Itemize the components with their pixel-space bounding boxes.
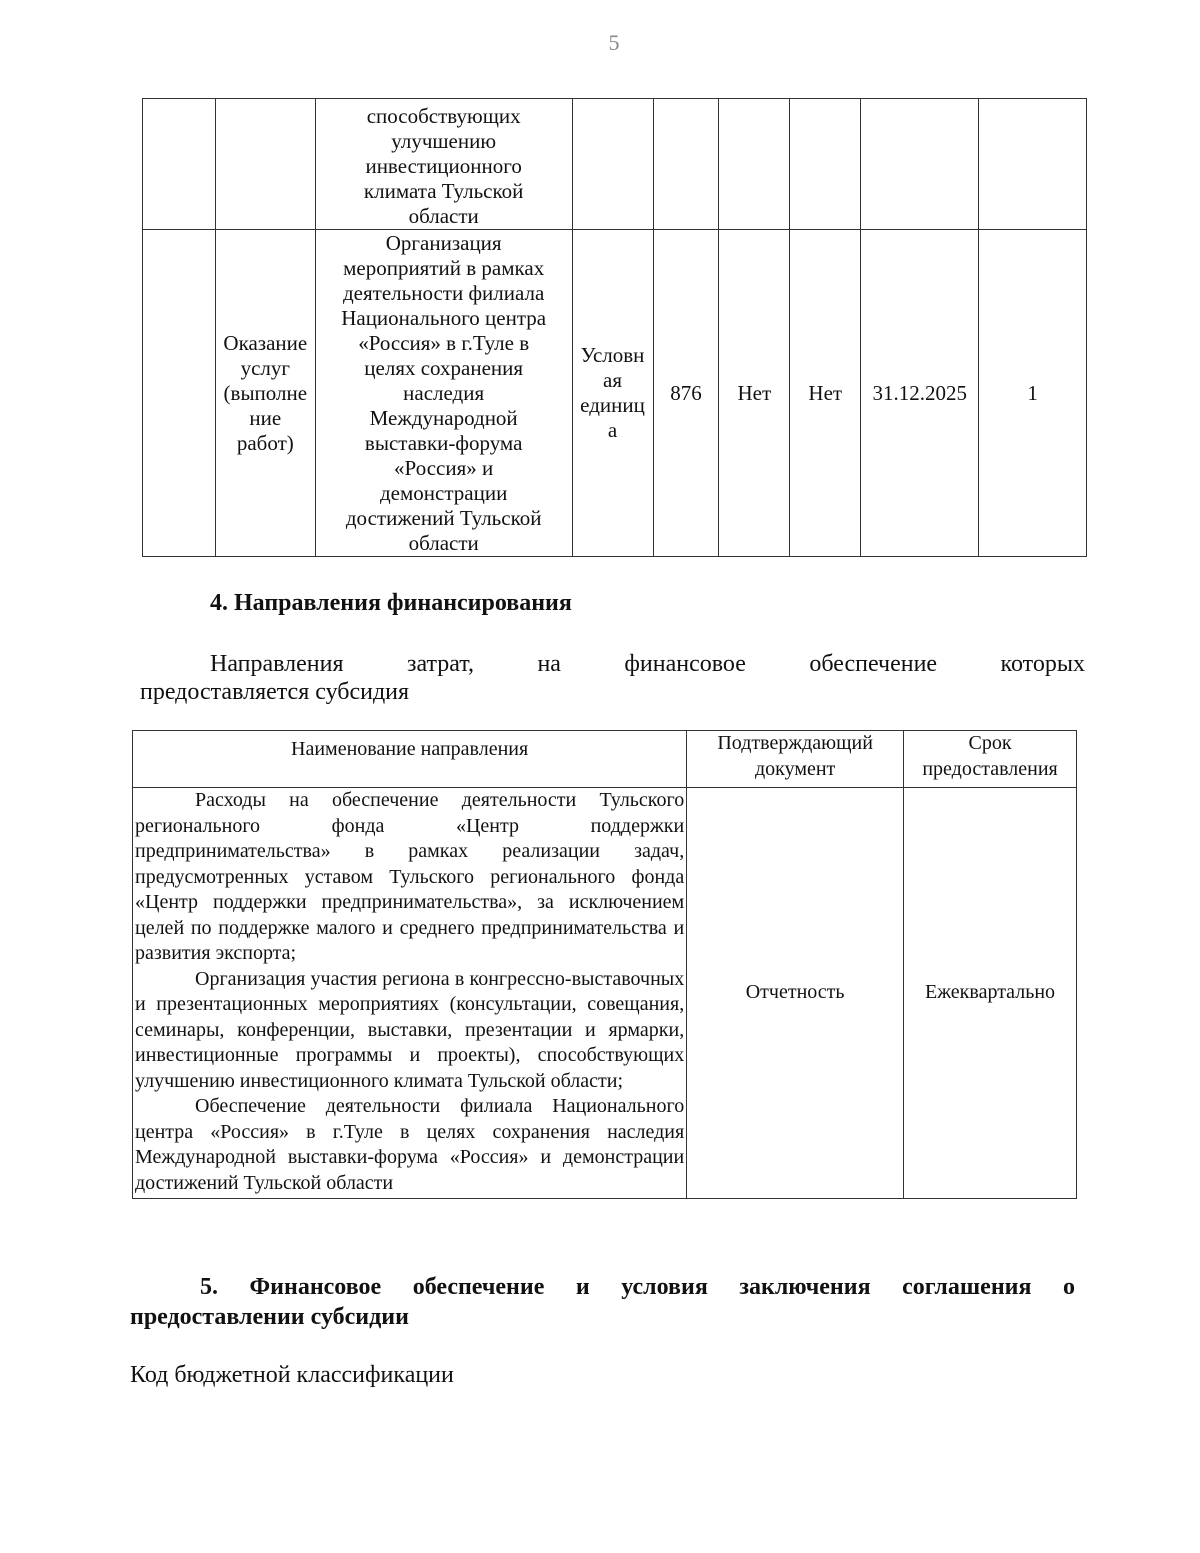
table-row [143,230,1087,557]
table-cell [215,99,315,230]
table-row [133,788,1077,1199]
header-cell: Подтверждающий документ [687,731,904,788]
table-cell [790,99,861,230]
top-table [142,98,1087,557]
code-cell: 876 [653,230,719,557]
period-cell: Ежеквартально [904,788,1077,1199]
direction-description-cell: Расходы на обеспечение деятельности Тульского регионального фонда «Центр поддержки предпринимательства» в рамках реализации задач, предусмотренных уставом Тульского регионального фонда «Центр поддержки предпринимательства», за исключением целей по поддержке малого и среднего предпринимательства и развития экспорта; Организация участия региона в конгрессно-выставочных и презентационных мероприятиях (консультации, совещания, семинары, конференции, выставки, презентации и ярмарки, инвестиционные программы и проекты), способствующих улучшению инвестиционного климата Тульской области; Обеспечение деятельности филиала Национального центра «Россия» в г.Туле в целях сохранения наследия Международной выставки-форума «Россия» и демонстрации достижений Тульской области [133,788,687,1199]
value-cell: 1 [979,230,1087,557]
table-cell [572,99,653,230]
table-cell [143,99,216,230]
table-header-row [133,731,1077,788]
flag-cell: Нет [790,230,861,557]
section-heading: 4. Направления финансирования [210,590,572,616]
date-cell: 31.12.2025 [861,230,979,557]
table-cell [653,99,719,230]
directions-paragraph: Направления затрат, на финансовое обеспечение которых предоставляется субсидия [140,651,1085,705]
section-heading: 5. Финансовое обеспечение и условия заключения соглашения о предоставлении субсидии [130,1274,1075,1330]
table-cell [861,99,979,230]
document-cell: Отчетность [687,788,904,1199]
service-type-cell: Оказание услуг (выполне ние работ) [215,230,315,557]
table-cell [143,230,216,557]
table-row [143,99,1087,230]
table-cell [719,99,790,230]
header-cell: Наименование направления [133,731,687,788]
event-description-cell: Организация мероприятий в рамках деятельности филиала Национального центра «Россия» в г.Туле в целях сохранения наследия Международной выставки-форума «Россия» и демонстрации достижений Тульской области [315,230,572,557]
page-number: 5 [608,30,620,55]
flag-cell: Нет [719,230,790,557]
directions-table [132,730,1077,1199]
table-cell [979,99,1087,230]
unit-cell: Условн ая единиц а [572,230,653,557]
budget-code-label: Код бюджетной классификации [130,1362,454,1388]
header-cell: Срок предоставления [904,731,1077,788]
table-cell: способствующих улучшению инвестиционного климата Тульской области [315,99,572,230]
